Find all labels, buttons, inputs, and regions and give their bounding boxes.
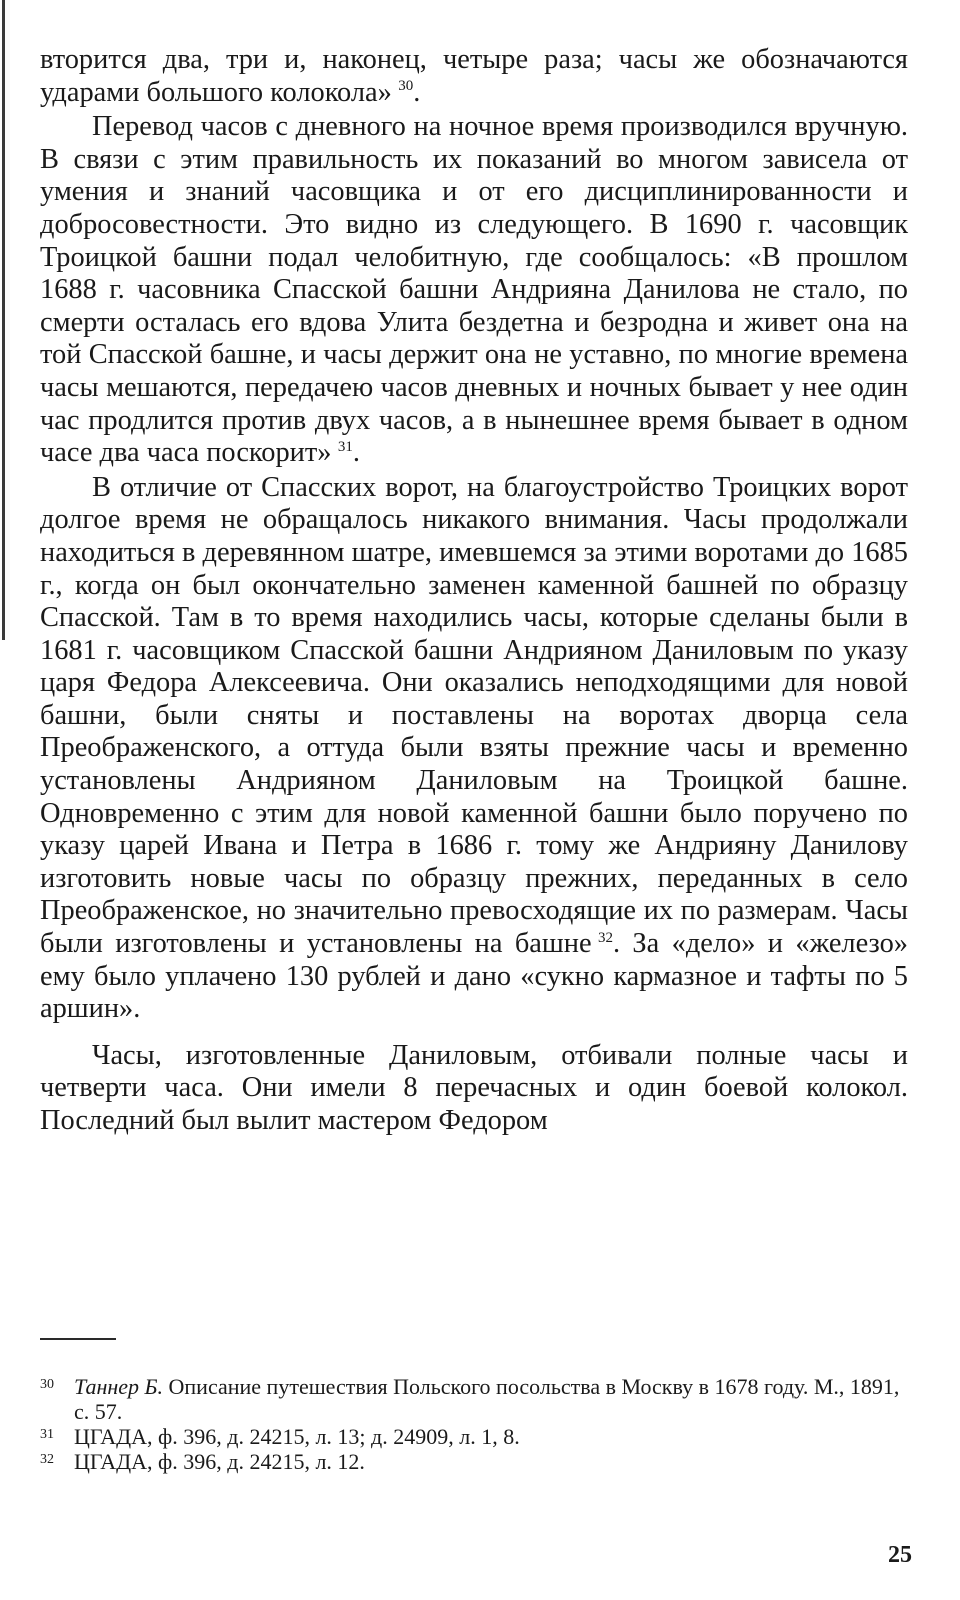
paragraph-text-after: . За «дело» и «железо» ему было уплачено 130 рублей и дано «сукно кармазное и тафты по 5 аршин». <box>40 928 908 1025</box>
footnotes-section <box>40 1374 908 1474</box>
paragraph-text: вторится два, три и, наконец, четыре раза; часы же обозначаются ударами большого колокола» <box>40 44 908 108</box>
book-page-body <box>40 44 908 1138</box>
footnote-30 <box>40 1374 908 1424</box>
footnote-text: ЦГАДА, ф. 396, д. 24215, л. 12. <box>74 1449 365 1474</box>
paragraph-continuation: вторится два, три и, наконец, четыре раза; часы же обозначаются ударами большого колокола» $^{30}$. <box>40 44 908 108</box>
footnote-separator <box>40 1338 116 1340</box>
paragraph-trinity-gate <box>40 472 908 1026</box>
paragraph-text: В отличие от Спасских ворот, на благоустройство Троицких ворот долгое время не обращалось никакого внимания. Часы продолжали находиться в деревянном шатре, имевшемся за этими воротами до 1685 г., когда он был окончательно заменен каменной башней по образцу Спасской. Там в то время находились часы, которые сделаны были в 1681 г. часовщиком Спасской башни Андрияном Даниловым по указу царя Федора Алексеевича. Они оказались неподходящими для новой башни, были сняты и поставлены на воротах дворца села Преображенского, а оттуда были взяты прежние часы и временно установлены Андрияном Даниловым на Троицкой башне. Одновременно с этим для новой каменной башни было поручено по указу царей Ивана и Петра в 1686 г. тому же Андрияну Данилову изготовить новые часы по образцу прежних, переданных в село Преображенское, но значительно превосходящие их по размерам. Часы были изготовлены и установлены на башне <box>40 471 908 960</box>
paragraph-danilov-clock <box>40 1040 908 1138</box>
footnote-text: ЦГАДА, ф. 396, д. 24215, л. 13; д. 24909, л. 1, 8. <box>74 1424 520 1449</box>
footnote-text: Описание путешествия Польского посольства в Москву в 1678 году. М., 1891, с. 57. <box>74 1374 900 1424</box>
footnote-31 <box>40 1424 908 1449</box>
footnote-ref-31[interactable]: 31 <box>337 438 353 455</box>
scan-edge-line <box>2 0 5 640</box>
footnote-author: Таннер Б. <box>74 1374 164 1399</box>
footnote-32 <box>40 1449 908 1474</box>
footnote-ref-30[interactable]: 30 <box>398 78 414 95</box>
paragraph-text: Часы, изготовленные Даниловым, отбивали полные часы и четверти часа. Они имели 8 перечасных и один боевой колокол. Последний был вылит мастером Федором <box>40 1039 908 1136</box>
page-number: 25 <box>888 1542 912 1568</box>
footnote-number: 32 <box>40 1452 54 1467</box>
paragraph-clock-switching: Перевод часов с дневного на ночное время производился вручную. В связи с этим правильность их показаний во многом зависела от умения и знаний часовщика и от его дисциплинированности и добросовестности. Это видно из следующего. В 1690 г. часовщик Троицкой башни подал челобитную, где сообщалось: «В прошлом 1688 г. часовника Спасской башни Андрияна Данилова не стало, по смерти осталась его вдова Улита бездетна и безродна и живет она на той Спасской башне, и часы держит она не уставно, по многие времена часы мешаются, передачею часов дневных и ночных бывает у нее один час продлится против двух часов, а в нынешнее время бывает в одном часе два часа поскорит» $^{31}$. <box>40 111 908 469</box>
footnote-number: 31 <box>40 1427 54 1442</box>
paragraph-text: Перевод часов с дневного на ночное время производился вручную. В связи с этим правильность их показаний во многом зависела от умения и знаний часовщика и от его дисциплинированности и добросовестности. Это видно из следующего. В 1690 г. часовщик Троицкой башни подал челобитную, где сообщалось: «В прошлом 1688 г. часовника Спасской башни Андрияна Данилова не стало, по смерти осталась его вдова Улита бездетна и безродна и живет она на той Спасской башне, и часы держит она не уставно, по многие времена часы мешаются, передачею часов дневных и ночных бывает у нее один час продлится против двух часов, а в нынешнее время бывает в одном часе два часа поскорит» <box>40 111 908 469</box>
footnote-ref-32[interactable]: 32 <box>597 929 613 946</box>
footnote-number: 30 <box>40 1377 54 1392</box>
